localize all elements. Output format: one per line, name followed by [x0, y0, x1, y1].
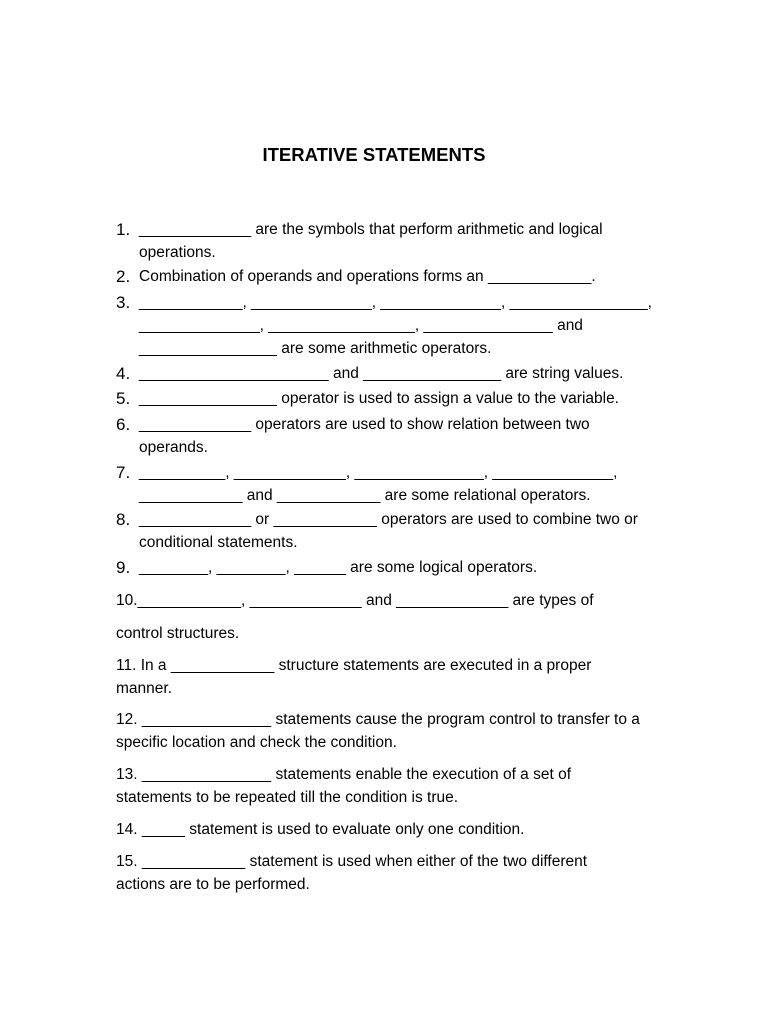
question-number: 3.: [116, 293, 131, 312]
question-text-line: statements to be repeated till the condition is true.: [116, 789, 459, 806]
question-9: [116, 556, 676, 579]
question-8: [116, 508, 676, 554]
question-14: [116, 818, 676, 841]
question-text-line: operations.: [139, 244, 216, 261]
question-6: [116, 413, 676, 459]
question-text-line: actions are to be performed.: [116, 876, 310, 893]
question-text-line: manner.: [116, 680, 173, 697]
question-text-line: ________, ________, ______ are some logical operators.: [139, 559, 538, 576]
question-text-line: 10.____________, _____________ and _____________ are types of: [116, 592, 594, 609]
question-1: [116, 218, 676, 264]
question-number: 5.: [116, 389, 131, 408]
question-text-line: Combination of operands and operations forms an ____________.: [139, 268, 596, 285]
question-7: [116, 461, 676, 507]
question-text-line: 11. In a ____________ structure statements are executed in a proper: [116, 657, 592, 674]
question-text-line: _____________ are the symbols that perform arithmetic and logical: [139, 221, 603, 238]
question-text-line: _____________ operators are used to show relation between two: [139, 416, 590, 433]
question-text-line: ____________, ______________, ______________, ________________,: [139, 294, 652, 311]
question-number: 2.: [116, 267, 131, 286]
question-text-line: ______________________ and ________________ are string values.: [139, 365, 624, 382]
question-2: [116, 265, 676, 288]
question-text-line: conditional statements.: [139, 534, 298, 551]
question-5: [116, 387, 676, 410]
question-number: 9.: [116, 558, 131, 577]
question-number: 8.: [116, 510, 131, 529]
question-number: 1.: [116, 220, 131, 239]
question-number: 4.: [116, 364, 131, 383]
question-text-line: ________________ are some arithmetic operators.: [139, 340, 492, 357]
question-text-line: 15. ____________ statement is used when either of the two different: [116, 853, 588, 870]
question-text-line: ____________ and ____________ are some relational operators.: [139, 487, 591, 504]
question-text-line: 14. _____ statement is used to evaluate only one condition.: [116, 821, 525, 838]
question-13: [116, 763, 676, 809]
question-number: 7.: [116, 463, 131, 482]
question-11: [116, 654, 676, 700]
question-text-line: __________, _____________, _______________, ______________,: [139, 464, 618, 481]
question-text-line: 12. _______________ statements cause the program control to transfer to a: [116, 711, 640, 728]
question-10: [116, 589, 676, 612]
page-title: ITERATIVE STATEMENTS: [262, 144, 486, 165]
question-text-line: control structures.: [116, 625, 240, 642]
question-15: [116, 850, 676, 896]
question-4: [116, 362, 676, 385]
question-text-line: ________________ operator is used to assign a value to the variable.: [139, 390, 619, 407]
question-3: [116, 291, 676, 360]
question-text-line: ______________, _________________, _______________ and: [139, 317, 583, 334]
question-number: 6.: [116, 415, 131, 434]
question-10-continued: [116, 622, 676, 645]
question-text-line: operands.: [139, 439, 208, 456]
question-text-line: _____________ or ____________ operators are used to combine two or: [139, 511, 638, 528]
question-12: [116, 708, 696, 754]
question-text-line: specific location and check the condition.: [116, 734, 397, 751]
question-text-line: 13. _______________ statements enable the execution of a set of: [116, 766, 572, 783]
